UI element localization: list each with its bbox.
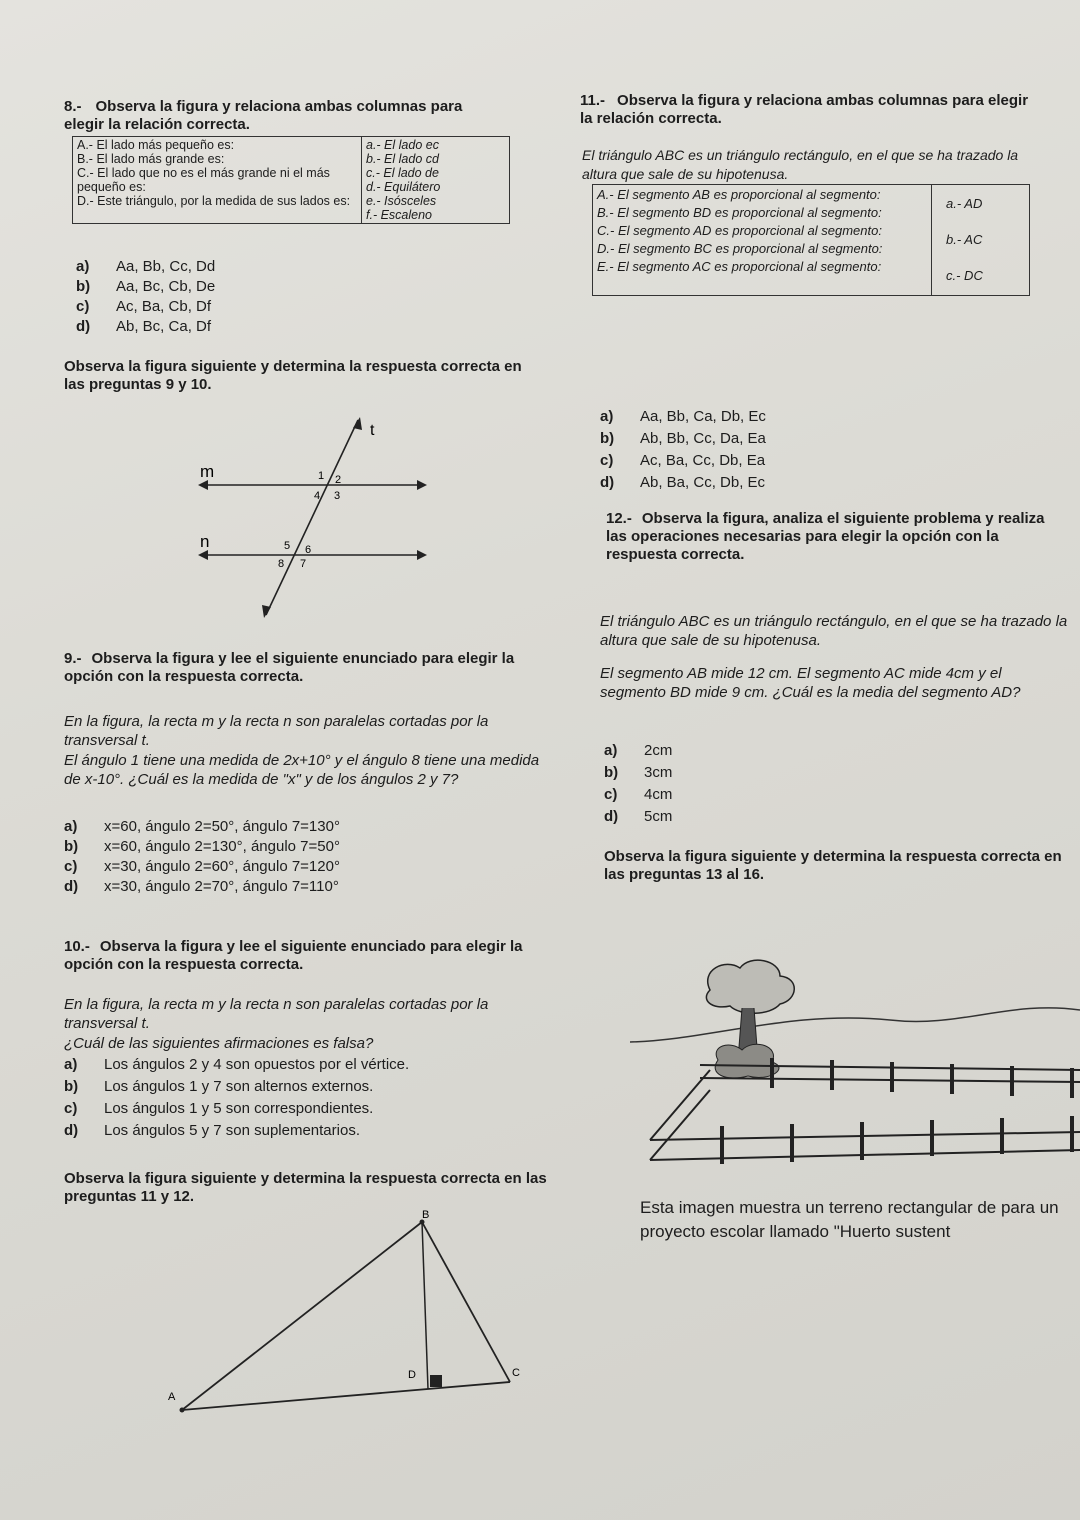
q12-option-b[interactable]: b) 3cm <box>604 764 673 781</box>
q12-option-d[interactable]: d) 5cm <box>604 808 673 825</box>
q8-left-item: B.- El lado más grande es: <box>77 152 225 166</box>
q11-option-c[interactable]: c) Ac, Ba, Cc, Db, Ea <box>600 452 766 469</box>
angle-3-label: 3 <box>334 490 341 502</box>
fence-post <box>830 1060 834 1090</box>
tree-bush <box>715 1044 779 1078</box>
fence-post <box>1000 1118 1004 1154</box>
garden-drawing <box>630 950 1080 1180</box>
q9-heading: 9.- Observa la figura y lee el siguiente enunciado para elegir la opción con la respuesta correcta. <box>64 650 515 685</box>
q11-option-a[interactable]: a) Aa, Bb, Ca, Db, Ec <box>600 408 766 425</box>
q8-option-a[interactable]: a) Aa, Bb, Cc, Dd <box>76 258 216 275</box>
fence-left-side <box>650 1070 710 1140</box>
side-bc <box>422 1222 510 1382</box>
transversal-arrow-top <box>353 417 362 430</box>
q8-right-item: d.- Equilátero <box>366 180 441 194</box>
transversal-t <box>266 420 358 615</box>
terrain-description: Esta imagen muestra un terreno rectangular de para un proyecto escolar llamado "Huerto sustent <box>640 1198 1059 1241</box>
q11-option-b[interactable]: b) Ab, Bb, Cc, Da, Ea <box>600 430 766 447</box>
intro-13-16: Observa la figura siguiente y determina la respuesta correcta en las preguntas 13 al 16. <box>604 848 1062 883</box>
q8-left-item: D.- Este triángulo, por la medida de sus lados es: <box>77 194 351 208</box>
q8-left-item: C.- El lado que no es el más grande ni el más pequeño es: <box>77 166 330 194</box>
angle-6-label: 6 <box>305 544 312 556</box>
vertex-a-dot <box>180 1408 185 1413</box>
q9-statement-2: El ángulo 1 tiene una medida de 2x+10° y el ángulo 8 tiene una medida de x-10°. ¿Cuál es la medida de "x" y de los ángulos 2 y 7? <box>64 752 540 788</box>
q12-statement-2: El segmento AB mide 12 cm. El segmento AC mide 4cm y el segmento BD mide 9 cm. ¿Cuál es la media del segmento AD? <box>600 665 1021 701</box>
fence-post <box>860 1122 864 1160</box>
tree-crown <box>706 960 794 1013</box>
q12-option-a[interactable]: a) 2cm <box>604 742 673 759</box>
q8-heading <box>64 98 504 134</box>
fence-post <box>770 1058 774 1088</box>
q8-right-item: e.- Isósceles <box>366 194 437 208</box>
q11-left-item: A.- El segmento AB es proporcional al segmento: <box>597 187 881 202</box>
line-n-arrow-right <box>417 550 427 560</box>
right-angle-mark <box>430 1375 442 1387</box>
q11-left-item: D.- El segmento BC es proporcional al segmento: <box>597 241 883 256</box>
vertex-label-c: C <box>512 1367 520 1379</box>
q8-right-item: b.- El lado cd <box>366 152 439 166</box>
fence-post <box>720 1126 724 1164</box>
q11-right-item: b.- AC <box>946 232 983 247</box>
q9-statement-1: En la figura, la recta m y la recta n son paralelas cortadas por la transversal t. <box>64 713 489 749</box>
q11-option-d[interactable]: d) Ab, Ba, Cc, Db, Ec <box>600 474 766 491</box>
q11-right-item: a.- AD <box>946 196 983 211</box>
fence-post <box>1070 1116 1074 1152</box>
q10-statement-1: En la figura, la recta m y la recta n son paralelas cortadas por la transversal t. <box>64 996 489 1032</box>
q12-statement-1: El triángulo ABC es un triángulo rectángulo, en el que se ha trazado la altura que sale de su hipotenusa. <box>600 613 1068 649</box>
q8-right-item: c.- El lado de <box>366 166 439 180</box>
angle-8-label: 8 <box>278 558 285 570</box>
q8-option-b[interactable]: b) Aa, Bc, Cb, De <box>76 278 216 295</box>
intro-11-12: Observa la figura siguiente y determina la respuesta correcta en las preguntas 11 y 12. <box>64 1170 547 1205</box>
label-m: m <box>200 462 215 481</box>
altitude-bd <box>422 1222 428 1389</box>
q8-heading-text: Observa la figura y relaciona ambas columnas para elegir la relación correcta. <box>64 98 463 133</box>
angle-4-label: 4 <box>314 490 321 502</box>
q10-option-d[interactable]: d) Los ángulos 5 y 7 son suplementarios. <box>64 1122 360 1139</box>
parallel-lines-figure <box>190 415 430 625</box>
q9-option-a[interactable]: a) x=60, ángulo 2=50°, ángulo 7=130° <box>64 818 340 835</box>
hill-line <box>630 1008 1080 1042</box>
q11-left-item: C.- El segmento AD es proporcional al segmento: <box>597 223 882 238</box>
angle-5-label: 5 <box>284 540 291 552</box>
q11-intro: El triángulo ABC es un triángulo rectángulo, en el que se ha trazado la altura que sale de su hipotenusa. <box>582 147 1019 182</box>
line-n-arrow-left <box>198 550 208 560</box>
q11-left-item: E.- El segmento AC es proporcional al segmento: <box>597 259 882 274</box>
side-ab <box>182 1222 422 1410</box>
angle-2-label: 2 <box>335 474 342 486</box>
q9-option-b[interactable]: b) x=60, ángulo 2=130°, ángulo 7=50° <box>64 838 340 855</box>
q11-heading: 11.- Observa la figura y relaciona ambas columnas para elegir la relación correcta. <box>580 92 1029 127</box>
q8-relation-table <box>72 136 510 224</box>
q12-option-c[interactable]: c) 4cm <box>604 786 673 803</box>
right-triangle-figure <box>160 1210 540 1430</box>
q10-statement-2: ¿Cuál de las siguientes afirmaciones es falsa? <box>64 1035 374 1052</box>
q8-option-c[interactable]: c) Ac, Ba, Cb, Df <box>76 298 212 315</box>
fence-post <box>930 1120 934 1156</box>
q11-right-item: c.- DC <box>946 268 983 283</box>
fence-post <box>950 1064 954 1094</box>
q8-number: 8.- <box>64 98 82 115</box>
q12-heading: 12.- Observa la figura, analiza el siguiente problema y realiza las operaciones necesarias para elegir la opción con la respuesta correcta. <box>606 510 1045 563</box>
label-t: t <box>370 422 375 439</box>
side-ac <box>182 1382 510 1410</box>
angle-1-label: 1 <box>318 470 325 482</box>
fence-post <box>890 1062 894 1092</box>
fence-bottom-rail <box>650 1150 1080 1160</box>
label-n: n <box>200 532 210 551</box>
fence-low-rail <box>650 1132 1080 1140</box>
q11-relation-table <box>592 184 1030 296</box>
q9-option-c[interactable]: c) x=30, ángulo 2=60°, ángulo 7=120° <box>64 858 340 875</box>
q9-option-d[interactable]: d) x=30, ángulo 2=70°, ángulo 7=110° <box>64 878 339 895</box>
vertex-label-d: D <box>408 1369 416 1381</box>
q10-option-c[interactable]: c) Los ángulos 1 y 5 son correspondientes. <box>64 1100 374 1117</box>
q8-right-item: f.- Escaleno <box>366 208 433 222</box>
q8-right-item: a.- El lado ec <box>366 138 439 152</box>
line-m-arrow-right <box>417 480 427 490</box>
q10-heading: 10.- Observa la figura y lee el siguiente enunciado para elegir la opción con la respuesta correcta. <box>64 938 523 973</box>
fence-post <box>790 1124 794 1162</box>
q10-option-b[interactable]: b) Los ángulos 1 y 7 son alternos externos. <box>64 1078 374 1095</box>
q11-left-item: B.- El segmento BD es proporcional al segmento: <box>597 205 882 220</box>
q10-option-a[interactable]: a) Los ángulos 2 y 4 son opuestos por el vértice. <box>64 1056 410 1073</box>
intro-9-10: Observa la figura siguiente y determina la respuesta correcta en las preguntas 9 y 10. <box>64 358 522 393</box>
q8-left-item: A.- El lado más pequeño es: <box>77 138 235 152</box>
fence-post <box>1010 1066 1014 1096</box>
fence-left-side-2 <box>650 1090 710 1160</box>
angle-7-label: 7 <box>300 558 307 570</box>
line-m-arrow-left <box>198 480 208 490</box>
vertex-label-b: B <box>422 1210 430 1221</box>
vertex-label-a: A <box>168 1391 176 1403</box>
q8-option-d[interactable]: d) Ab, Bc, Ca, Df <box>76 318 212 335</box>
transversal-arrow-bottom <box>262 605 271 618</box>
fence-post <box>1070 1068 1074 1098</box>
